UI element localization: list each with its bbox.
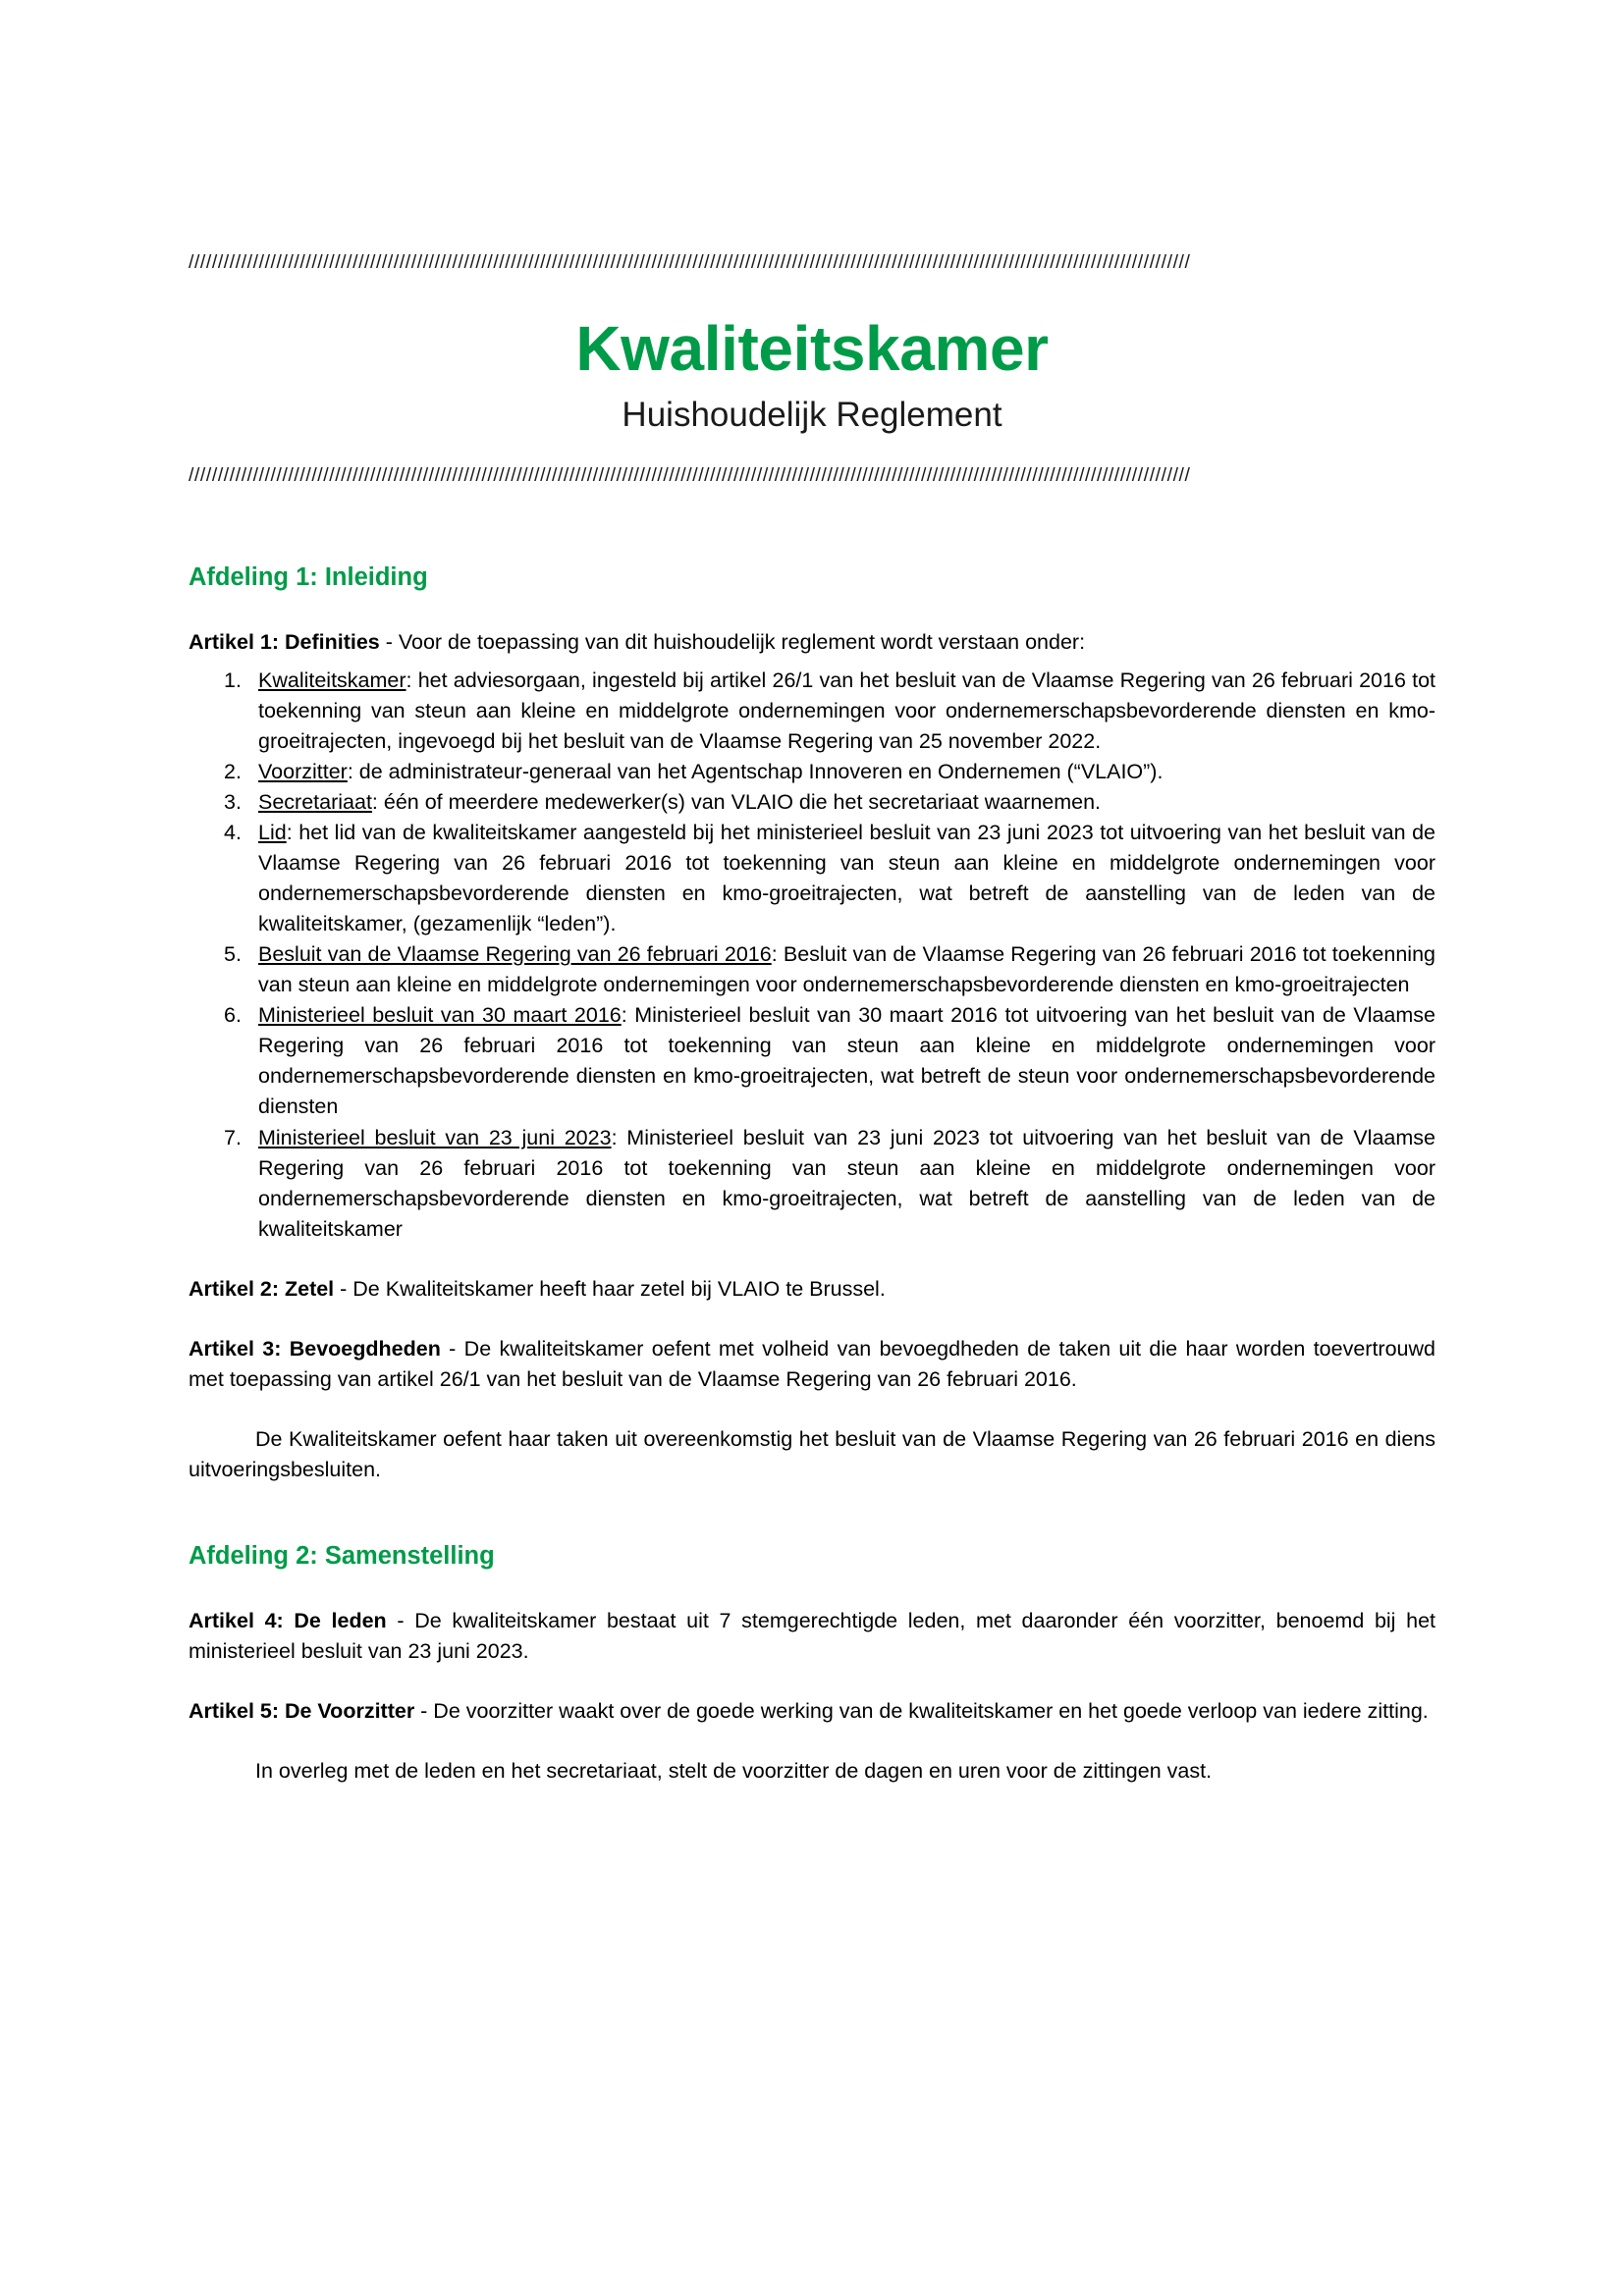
article-4-dash: - [386, 1608, 415, 1632]
article-3-label: Artikel 3: Bevoegdheden [189, 1336, 441, 1361]
decorative-rule-bottom: /////////////////////////////////////////////////////////////////////////////////////////////////////////////////////////////////////////////////////////////////////////// [189, 465, 1191, 486]
page-subtitle: Huishoudelijk Reglement [622, 395, 1002, 434]
list-item [189, 1000, 1435, 1122]
article-3-text: De kwaliteitskamer oefent met volheid van bevoegdheden de taken uit die haar worden toevertrouwd met toepassing van artikel 26/1 van het besluit van de Vlaamse Regering van 26 februari 2016. [189, 1336, 1435, 1391]
section-heading-afdeling-2: Afdeling 2: Samenstelling [189, 1542, 495, 1571]
article-3-paragraph [189, 1305, 1435, 1395]
article-1-dash: - [379, 629, 399, 654]
article-5-followup: In overleg met de leden en het secretariaat, stelt de voorzitter de dagen en uren voor de zittingen vast. [255, 1759, 1213, 1784]
document-content [189, 0, 1435, 1787]
section-heading-afdeling-1: Afdeling 1: Inleiding [189, 562, 428, 591]
definition-term: Ministerieel besluit van 30 maart 2016 [258, 1003, 622, 1028]
article-2-text: De Kwaliteitskamer heeft haar zetel bij VLAIO te Brussel. [352, 1276, 886, 1301]
definition-text: : het adviesorgaan, ingesteld bij artikel 26/1 van het besluit van de Vlaamse Regering van 26 februari 2016 tot toekenning van steun aan kleine en middelgrote ondernemingen voor ondernemerschapsbevorderende diensten en kmo-groeitrajecten, ingevoegd bij het besluit van de Vlaamse Regering van 25 november 2022. [258, 667, 1435, 753]
list-item [189, 787, 1435, 818]
list-item [189, 757, 1435, 787]
article-3-followup: De Kwaliteitskamer oefent haar taken uit overeenkomstig het besluit van de Vlaamse Regering van 26 februari 2016 en diens uitvoeringsbesluiten. [189, 1426, 1435, 1482]
article-4-label: Artikel 4: De leden [189, 1608, 387, 1632]
article-4-text: De kwaliteitskamer bestaat uit 7 stemgerechtigde leden, met daaronder één voorzitter, benoemd bij het ministerieel besluit van 23 juni 2023. [189, 1608, 1436, 1664]
article-1-label: Artikel 1: Definities [189, 629, 380, 654]
article-5-text: De voorzitter waakt over de goede werking van de kwaliteitskamer en het goede verloop van iedere zitting. [433, 1699, 1429, 1724]
page-title: Kwaliteitskamer [575, 313, 1049, 384]
article-4-paragraph [189, 1573, 1435, 1667]
article-5-label: Artikel 5: De Voorzitter [189, 1699, 415, 1724]
definition-term: Voorzitter [258, 759, 348, 783]
definition-term: Besluit van de Vlaamse Regering van 26 februari 2016 [258, 942, 772, 967]
definition-text: : Besluit van de Vlaamse Regering van 26 februari 2016 tot toekenning van steun aan kleine en middelgrote ondernemingen voor ondernemerschapsbevorderende diensten en kmo-groeitrajecten [258, 942, 1435, 997]
article-5-paragraph [189, 1667, 1435, 1727]
list-item [189, 818, 1435, 939]
definitions-list [189, 658, 1435, 1245]
definition-text: : Ministerieel besluit van 30 maart 2016 tot uitvoering van het besluit van de Vlaamse Regering van 26 februari 2016 tot toekenning van steun aan kleine en middelgrote ondernemingen voor ondernemerschapsbevorderende diensten en kmo-groeitrajecten, wat betreft de steun voor ondernemerschapsbevorderende diensten [258, 1003, 1436, 1119]
article-2-dash: - [334, 1276, 353, 1301]
article-1-intro-text: Voor de toepassing van dit huishoudelijk reglement wordt verstaan onder: [398, 629, 1086, 654]
definition-text: : één of meerdere medewerker(s) van VLAIO die het secretariaat waarnemen. [371, 789, 1102, 814]
decorative-rule-top: /////////////////////////////////////////////////////////////////////////////////////////////////////////////////////////////////////////////////////////////////////////// [189, 253, 1191, 273]
article-2-paragraph [189, 1245, 1435, 1305]
definition-text: : Ministerieel besluit van 23 juni 2023 tot uitvoering van het besluit van de Vlaamse Regering van 26 februari 2016 tot toekenning van steun aan kleine en middelgrote ondernemingen voor ondernemerschapsbevorderende diensten en kmo-groeitrajecten, wat betreft de aanstelling van de leden van de kwaliteitskamer [258, 1125, 1435, 1241]
definition-text: : het lid van de kwaliteitskamer aangesteld bij het ministerieel besluit van 23 juni 2023 tot uitvoering van het besluit van de Vlaamse Regering van 26 februari 2016 tot toekenning van steun aan kleine en middelgrote ondernemingen voor ondernemerschapsbevorderende diensten en kmo-groeitrajecten, wat betreft de aanstelling van de leden van de kwaliteitskamer, (gezamenlijk “leden”). [258, 820, 1435, 936]
list-item [189, 666, 1435, 757]
list-item [189, 1123, 1435, 1245]
list-item [189, 939, 1435, 1000]
article-2-label: Artikel 2: Zetel [189, 1276, 335, 1301]
definition-term: Kwaliteitskamer [258, 667, 406, 692]
definition-term: Ministerieel besluit van 23 juni 2023 [258, 1125, 612, 1149]
definition-term: Secretariaat [258, 789, 372, 814]
article-1-intro [189, 594, 1435, 658]
article-5-dash: - [414, 1699, 434, 1724]
definition-text: : de administrateur-generaal van het Agentschap Innoveren en Ondernemen (“VLAIO”). [347, 759, 1164, 783]
definition-term: Lid [258, 820, 287, 844]
article-3-dash: - [440, 1336, 464, 1361]
